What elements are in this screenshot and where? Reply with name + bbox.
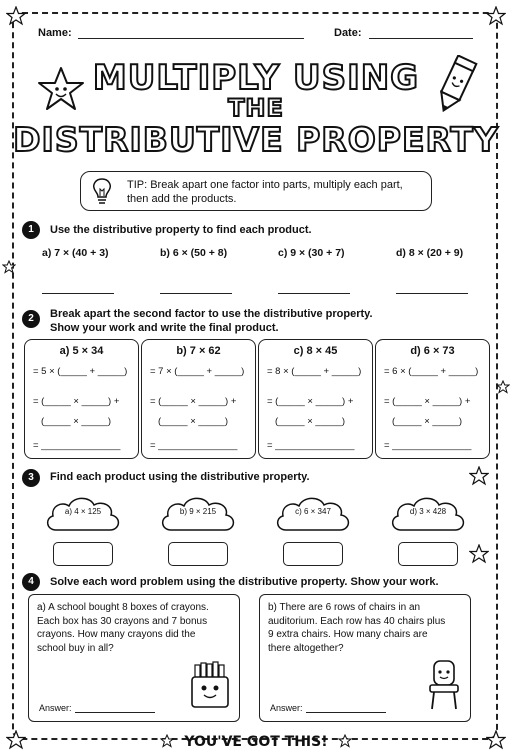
name-label: Name: [38,27,72,39]
answer-label: Answer: [270,703,303,713]
star-icon [2,260,16,274]
word-problem-b [259,594,471,722]
tip-text: TIP: Break apart one factor into parts, multiply each part, then add the products. [127,179,403,205]
date-field[interactable] [369,38,473,39]
work-step-4: = _______________ [150,440,238,451]
answer-row [39,703,155,713]
star-icon [496,380,510,394]
answer-row [270,703,386,713]
work-box-title: d) 6 × 73 [410,345,455,357]
work-box-d [375,339,490,459]
star-icon [160,734,174,748]
section-4-instruction: Solve each word problem using the distributive property. Show your work. [50,576,439,588]
title-line-3: DISTRIBUTIVE PROPERTY [13,120,499,159]
work-step-1: = 5 × (_____ + _____) [33,366,128,377]
section-number: 3 [22,469,40,487]
work-step-2: = (_____ × _____) + [384,396,471,407]
answer-line[interactable] [160,293,232,294]
cloud-problem-a [42,492,124,536]
title-line-2: THE [228,94,284,122]
cloud-problem-text: a) 4 × 125 [64,507,102,516]
footer-message: YOU'VE GOT THIS! [184,734,328,750]
problem-1d: d) 8 × (20 + 9) [396,247,464,259]
work-step-3: (_____ × _____) [158,416,228,427]
tip-box [80,171,432,211]
work-box-title: a) 5 × 34 [59,345,104,357]
work-box-b [141,339,256,459]
cloud-problem-text: b) 9 × 215 [179,507,217,516]
star-icon [338,734,352,748]
problem-1a: a) 7 × (40 + 3) [42,247,109,259]
answer-box[interactable] [398,542,458,566]
section-2-instruction-line-2: Show your work and write the final product. [50,322,279,334]
work-step-2: = (_____ × _____) + [150,396,237,407]
section-2-instruction-line-1: Break apart the second factor to use the distributive property. [50,308,373,320]
star-icon [486,6,506,26]
work-step-1: = 6 × (_____ + _____) [384,366,479,377]
section-number: 1 [22,221,40,239]
section-3-instruction: Find each product using the distributive property. [50,471,310,483]
work-step-2: = (_____ × _____) + [33,396,120,407]
work-step-3: (_____ × _____) [392,416,462,427]
answer-box[interactable] [53,542,113,566]
crayon-box-icon [189,661,231,709]
answer-box[interactable] [168,542,228,566]
section-number: 2 [22,310,40,328]
lightbulb-icon [89,176,115,206]
problem-1c: c) 9 × (30 + 7) [278,247,345,259]
work-step-1: = 7 × (_____ + _____) [150,366,245,377]
work-step-1: = 8 × (_____ + _____) [267,366,362,377]
star-icon [469,466,489,486]
cloud-problem-text: c) 6 × 347 [295,507,331,516]
answer-label: Answer: [39,703,72,713]
cloud-problem-b [157,492,239,536]
problem-1b: b) 6 × (50 + 8) [160,247,228,259]
cloud-problem-d [387,492,469,536]
answer-line[interactable] [396,293,468,294]
word-problem-a [28,594,240,722]
work-step-4: = _______________ [267,440,355,451]
chair-icon [426,659,462,711]
answer-line[interactable] [42,293,114,294]
name-field[interactable] [78,38,304,39]
star-icon [6,6,26,26]
work-step-4: = _______________ [33,440,121,451]
word-problem-text: a) A school bought 8 boxes of crayons. Each box has 30 crayons and 7 bonus crayons. How many crayons did the school buy in all? [37,602,209,654]
work-step-3: (_____ × _____) [41,416,111,427]
title-line-1: MULTIPLY USING [92,58,420,98]
star-icon [469,544,489,564]
work-step-2: = (_____ × _____) + [267,396,354,407]
work-step-3: (_____ × _____) [275,416,345,427]
word-problem-text: b) There are 6 rows of chairs in an auditorium. Each row has 40 chairs plus 9 extra chairs. How many chairs are there altogether? [268,602,446,654]
answer-box[interactable] [283,542,343,566]
section-1-instruction: Use the distributive property to find each product. [50,224,312,236]
answer-line[interactable] [306,712,386,713]
answer-line[interactable] [75,712,155,713]
work-box-title: c) 8 × 45 [293,345,338,357]
work-step-4: = _______________ [384,440,472,451]
section-number: 4 [22,573,40,591]
work-box-c [258,339,373,459]
cloud-problem-text: d) 3 × 428 [409,507,447,516]
work-box-title: b) 7 × 62 [176,345,221,357]
answer-line[interactable] [278,293,350,294]
cloud-problem-c [272,492,354,536]
work-box-a [24,339,139,459]
date-label: Date: [334,27,362,39]
